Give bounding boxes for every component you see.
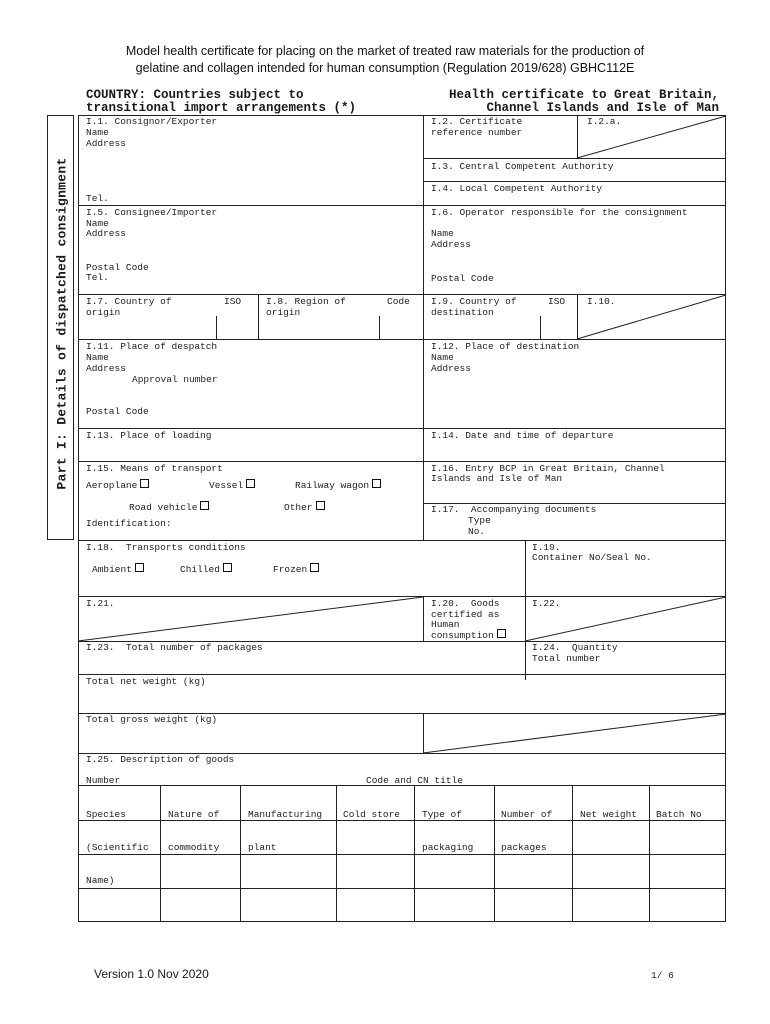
ambient-checkbox[interactable] — [135, 563, 144, 572]
transport-road-label: Road vehicle — [129, 502, 198, 513]
region-origin-code-label: Code — [387, 296, 410, 307]
goods-certified-label-3: Human — [431, 619, 460, 630]
entry-bcp-label: I.16. Entry BCP in Great Britain, Channel — [431, 463, 665, 474]
col-net-weight-header — [580, 787, 637, 831]
railway-wagon-checkbox[interactable] — [372, 479, 381, 488]
region-origin-label: I.8. Region of — [266, 296, 346, 307]
total-packages-label: I.23. Total number of packages — [86, 642, 263, 653]
approval-number-label: Approval number — [132, 374, 218, 385]
col-net-weight-line-1: Net weight — [580, 809, 638, 820]
consignor-tel-label: Tel. — [86, 193, 109, 204]
quantity-total-number-label: Total number — [532, 653, 601, 664]
condition-chilled-label: Chilled — [180, 564, 220, 575]
entry-bcp-label-2: Islands and Isle of Man — [431, 473, 563, 484]
condition-frozen-label: Frozen — [273, 564, 308, 575]
code-cn-title-label: Code and CN title — [366, 775, 463, 786]
operator-address-label: Address — [431, 239, 471, 250]
certificate-ref-label-2: reference number — [431, 127, 523, 138]
field-i19-label: I.19. — [532, 542, 561, 553]
human-consumption-checkbox[interactable] — [497, 629, 506, 638]
col-batch-line-1: Batch No — [656, 809, 702, 820]
col-packaging-header — [422, 787, 473, 864]
consignee-label: I.5. Consignee/Importer — [86, 207, 218, 218]
col-packaging-line-1: Type of — [422, 809, 462, 820]
certificate-ref-label: I.2. Certificate — [431, 116, 523, 127]
goods-certified-label-2: certified as — [431, 609, 500, 620]
transport-conditions-label: I.18. Transports conditions — [86, 542, 246, 553]
road-vehicle-checkbox[interactable] — [200, 501, 209, 510]
certificate-header-line-2: Channel Islands and Isle of Man — [486, 101, 719, 115]
condition-ambient-option[interactable] — [92, 563, 144, 575]
transport-aeroplane-option[interactable] — [86, 479, 149, 491]
certificate-ref-2a-label: I.2.a. — [587, 116, 622, 127]
consignee-postal-label: Postal Code — [86, 262, 149, 273]
central-authority-label: I.3. Central Competent Authority — [431, 161, 614, 172]
col-packages-line-2: packages — [501, 842, 547, 853]
page-number: 1/ 6 — [651, 970, 674, 981]
net-weight-label: Total net weight (kg) — [86, 676, 206, 687]
consignee-address-label: Address — [86, 228, 126, 239]
place-despatch-label: I.11. Place of despatch — [86, 341, 218, 352]
transport-vessel-label: Vessel — [209, 480, 244, 491]
country-destination-iso-label: ISO — [548, 296, 566, 307]
col-packages-line-1: Number of — [501, 809, 553, 820]
part-one-side-label: Part I: Details of dispatched consignment — [54, 157, 70, 490]
transport-other-label: Other — [284, 502, 313, 513]
operator-postal-label: Postal Code — [431, 273, 494, 284]
chilled-checkbox[interactable] — [223, 563, 232, 572]
field-i21-label: I.21. — [86, 598, 115, 609]
description-goods-label: I.25. Description of goods — [86, 754, 235, 765]
field-i22-label: I.22. — [532, 598, 561, 609]
consignor-label: I.1. Consignor/Exporter — [86, 116, 218, 127]
col-species-line-3: Name) — [86, 875, 115, 886]
consignee-name-label: Name — [86, 218, 109, 229]
place-destination-address-label: Address — [431, 363, 471, 374]
col-nature-line-1: Nature of — [168, 809, 220, 820]
frozen-checkbox[interactable] — [310, 563, 319, 572]
field-i10-label: I.10. — [587, 296, 616, 307]
col-species-header — [86, 787, 149, 897]
col-cold-store-line-1: Cold store — [343, 809, 401, 820]
place-destination-label: I.12. Place of destination — [431, 341, 580, 352]
transport-railway-option[interactable] — [295, 479, 381, 491]
region-origin-label-2: origin — [266, 307, 301, 318]
place-despatch-address-label: Address — [86, 363, 126, 374]
transport-aeroplane-label: Aeroplane — [86, 480, 138, 491]
place-despatch-name-label: Name — [86, 352, 109, 363]
accompanying-docs-label: I.17. Accompanying documents — [431, 504, 597, 515]
col-batch-header — [656, 787, 702, 831]
certificate-header-line-1: Health certificate to Great Britain, — [448, 88, 719, 102]
condition-frozen-option[interactable] — [273, 563, 319, 575]
country-header-line-2: transitional import arrangements (*) — [86, 101, 357, 115]
col-nature-line-2: commodity — [168, 842, 220, 853]
col-packaging-line-2: packaging — [422, 842, 474, 853]
container-seal-label: Container No/Seal No. — [532, 552, 652, 563]
aeroplane-checkbox[interactable] — [140, 479, 149, 488]
departure-datetime-label: I.14. Date and time of departure — [431, 430, 614, 441]
document-title-line-2: gelatine and collagen intended for human consumption (Regulation 2019/628) GBHC112E — [135, 61, 635, 75]
vessel-checkbox[interactable] — [246, 479, 255, 488]
consignor-name-label: Name — [86, 127, 109, 138]
country-destination-label-2: destination — [431, 307, 494, 318]
consignee-tel-label: Tel. — [86, 272, 109, 283]
local-authority-label: I.4. Local Competent Authority — [431, 183, 603, 194]
goods-certified-label: I.20. Goods — [431, 598, 500, 609]
place-despatch-postal-label: Postal Code — [86, 406, 149, 417]
col-plant-line-2: plant — [248, 842, 277, 853]
quantity-label: I.24. Quantity — [532, 642, 618, 653]
country-origin-label-2: origin — [86, 307, 121, 318]
means-transport-label: I.15. Means of transport — [86, 463, 223, 474]
gross-weight-label: Total gross weight (kg) — [86, 714, 218, 725]
condition-chilled-option[interactable] — [180, 563, 232, 575]
document-title-line-1: Model health certificate for placing on the market of treated raw materials for the production of — [125, 44, 645, 58]
goods-number-label: Number — [86, 775, 121, 786]
accompanying-docs-no-label: No. — [468, 526, 486, 537]
accompanying-docs-type-label: Type — [468, 515, 491, 526]
transport-vessel-option[interactable] — [209, 479, 255, 491]
col-nature-header — [168, 787, 219, 864]
place-loading-label: I.13. Place of loading — [86, 430, 212, 441]
transport-other-option[interactable] — [284, 501, 325, 513]
col-packages-header — [501, 787, 552, 864]
place-destination-name-label: Name — [431, 352, 454, 363]
condition-ambient-label: Ambient — [92, 564, 132, 575]
country-origin-label: I.7. Country of — [86, 296, 172, 307]
country-destination-label: I.9. Country of — [431, 296, 517, 307]
human-consumption-label: consumption — [431, 630, 494, 641]
operator-name-label: Name — [431, 228, 454, 239]
consignor-address-label: Address — [86, 138, 126, 149]
col-plant-line-1: Manufacturing — [248, 809, 323, 820]
transport-railway-label: Railway wagon — [295, 480, 370, 491]
transport-road-option[interactable] — [129, 501, 209, 513]
country-header-line-1: COUNTRY: Countries subject to — [86, 88, 304, 102]
col-cold-store-header — [343, 787, 400, 831]
human-consumption-option[interactable] — [431, 629, 506, 641]
col-species-line-1: Species — [86, 809, 126, 820]
country-origin-iso-label: ISO — [224, 296, 242, 307]
col-species-line-2: (Scientific — [86, 842, 149, 853]
transport-identification-label: Identification: — [86, 518, 172, 529]
operator-label: I.6. Operator responsible for the consignment — [431, 207, 688, 218]
version-footer: Version 1.0 Nov 2020 — [94, 967, 209, 981]
col-plant-header — [248, 787, 322, 864]
other-transport-checkbox[interactable] — [316, 501, 325, 510]
